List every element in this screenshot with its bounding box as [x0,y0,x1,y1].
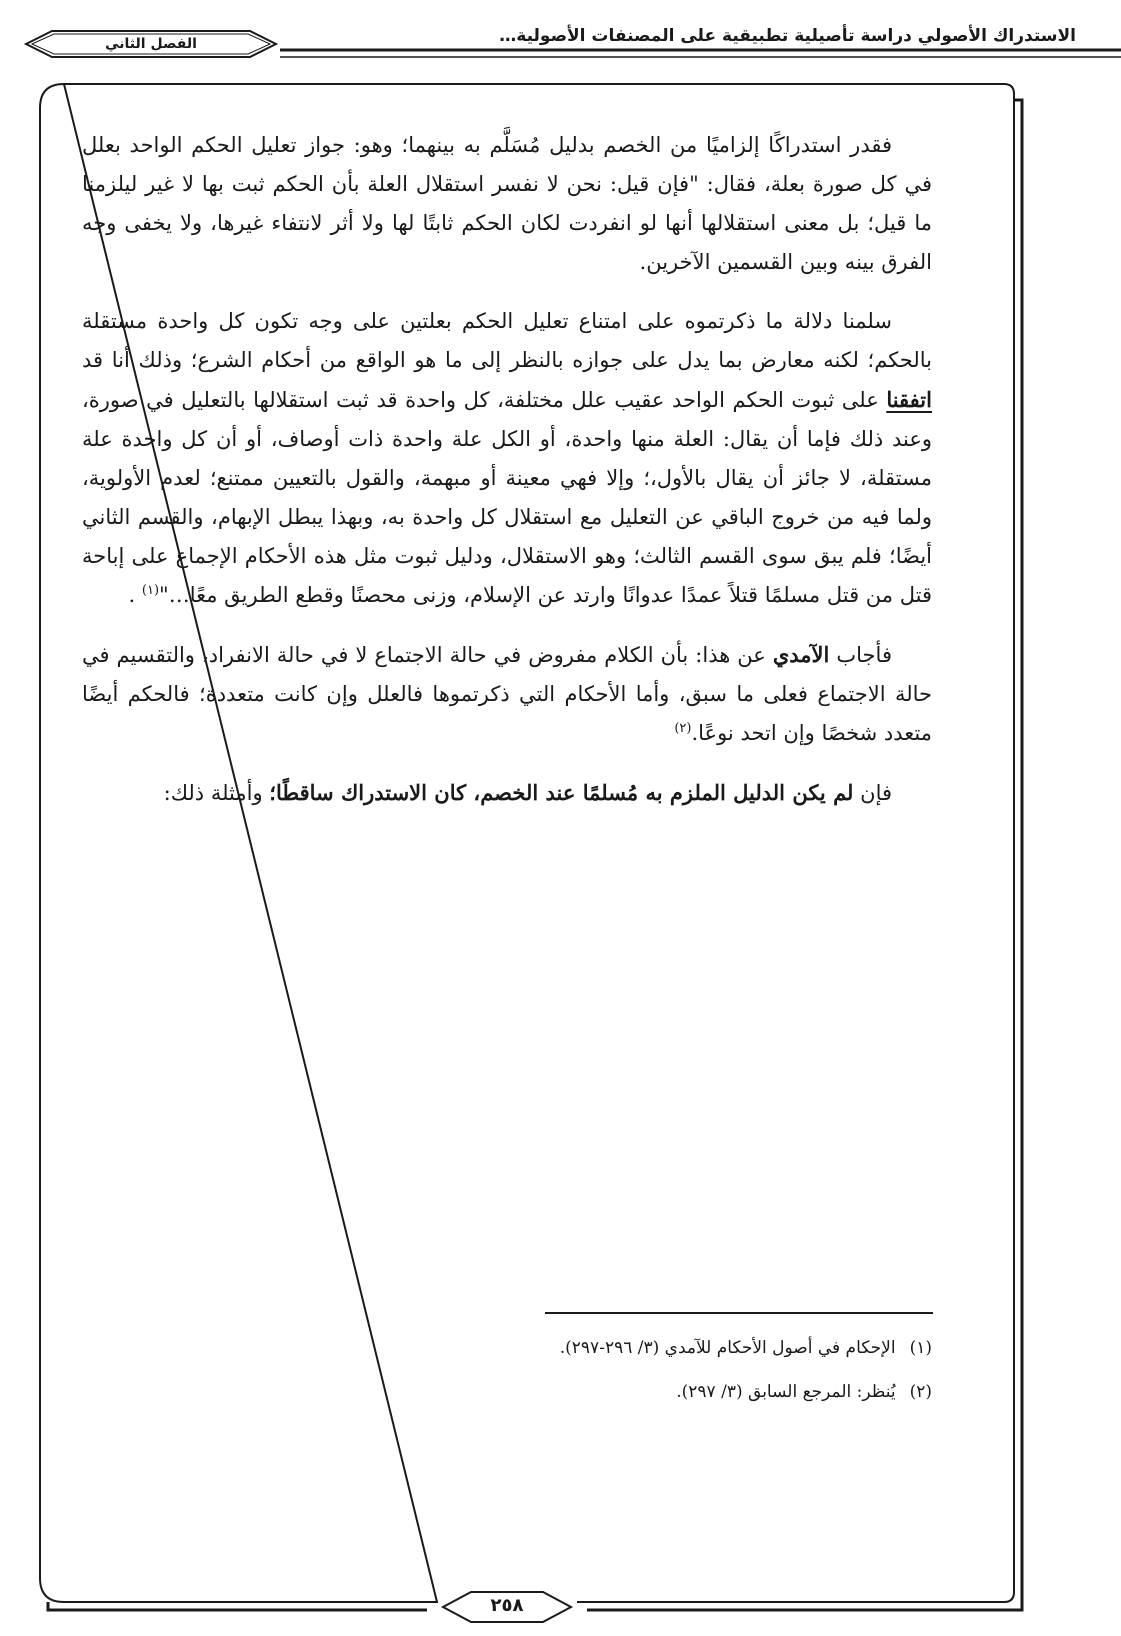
footnote-ref-2[interactable]: (٢) [674,721,692,736]
paragraph-4-bold: لم يكن الدليل الملزم به مُسلمًا عند الخصم، كان الاستدراك ساقطًا؛ [269,780,854,805]
footnote-number: (١) [909,1338,932,1358]
footnote-separator [545,1312,933,1314]
footnotes [82,1336,932,1424]
paragraph-3-text-a: فأجاب [836,643,892,667]
author-name: الآمدي [772,642,830,667]
paragraph-2 [82,302,932,615]
page-number: ٢٥٨ [490,1595,524,1616]
paragraph-2-text-b: على ثبوت الحكم الواحد عقيب علل مختلفة، كل واحدة قد ثبت استقلالها بالتعليل في صورة، وعند ذلك فإما أن يقال: العلة منها واحدة، أو الكل علة واحدة ذات أوصاف، أو أن كل واحدة علة مستقلة، لا جائز أن يقال بالأول،؛ وإلا فهي معينة أو مبهمة، والقول بالتعيين ممتنع؛ لعدم الأولوية، ولما فيه من خروج الباقي عن التعليل مع استقلال كل واحدة به، وبهذا يبطل الإبهام، والقسم الثاني أيضًا؛ فلم يبق سوى القسم الثالث؛ وهو الاستقلال، ودليل ثبوت مثل هذه الأحكام الإجماع على إباحة قتل من قتل مسلمًا قتلاً عمدًا عدوانًا وارتد عن الإسلام، وزنى محصنًا وقطع الطريق معًا…" [82,388,932,607]
running-title: الاستدراك الأصولي دراسة تأصيلية تطبيقية على المصنفات الأصولية… [499,26,1076,46]
footnote-ref-1[interactable]: (١) [141,583,160,598]
paragraph-4 [82,773,932,813]
paragraph-4-text-b: وأمثلة ذلك: [163,781,263,805]
paragraph-3 [82,635,932,753]
footnote-text: يُنظر: المرجع السابق (٣/ ٢٩٧). [676,1382,896,1402]
footnote-text: الإحكام في أصول الأحكام للآمدي (٣/ ٢٩٦-٢٩٧). [559,1338,896,1358]
main-content [82,126,932,833]
paragraph-4-text-a: فإن [860,781,892,805]
chapter-label: الفصل الثاني [105,36,197,52]
paragraph-2-text-a: سلمنا دلالة ما ذكرتموه على امتناع تعليل الحكم بعلتين على وجه تكون كل واحدة مستقلة بالحكم؛ لكنه معارض بما يدل على جوازه بالنظر إلى ما هو الواقع من أحكام الشرع؛ وذلك أنا قد [82,309,932,372]
footnote-number: (٢) [909,1382,932,1402]
footnote-1 [82,1336,932,1360]
paragraph-3-text-b: عن هذا: بأن الكلام مفروض في حالة الاجتماع لا في حالة الانفراد، والتقسيم في حالة الاجتماع فعلى ما سبق، وأما الأحكام التي ذكرتموها فالعلل وإن كانت متعددة؛ فالحكم أيضًا متعدد شخصًا وإن اتحد نوعًا. [82,643,932,745]
paragraph-1-text: فقدر استدراكًا إلزاميًا من الخصم بدليل مُسَلَّم به بينهما؛ وهو: جواز تعليل الحكم الواحد بعلل في كل صورة بعلة، فقال: "فإن قيل: نحن لا نفسر استقلال العلة بأن الحكم ثبت بها لا غير ليلزمنا ما قيل؛ بل معنى استقلالها أنها لو انفردت لكان الحكم ثابتًا لها ولا أثر لانتفاء غيرها، ولا يخفى وجه الفرق بينه وبين القسمين الآخرين. [82,133,932,274]
paragraph-1 [82,126,932,282]
paragraph-2-end: . [128,583,136,607]
underlined-term: اتفقنا [886,387,932,412]
page-number-badge [437,1588,577,1626]
footnote-2 [82,1380,932,1404]
